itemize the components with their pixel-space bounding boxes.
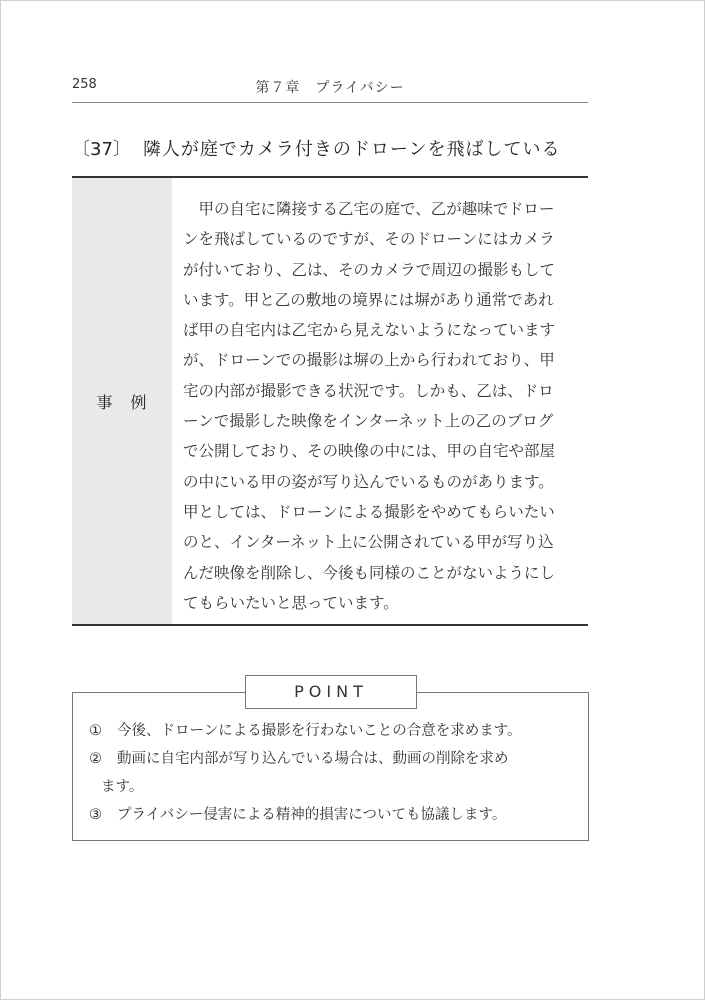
- point-item: [89, 801, 579, 829]
- case-number: 〔37〕: [72, 139, 131, 160]
- case-line: ば甲の自宅内は乙宅から見えないようになっています: [183, 321, 556, 340]
- point-item: [89, 717, 579, 745]
- case-line: が付いており、乙は、そのカメラで周辺の撮影もして: [183, 260, 556, 279]
- point-item: [89, 745, 579, 801]
- item-number: ③: [89, 807, 102, 823]
- case-line: います。甲と乙の敷地の境界には塀があり通常であれ: [183, 290, 554, 309]
- point-text: 動画に自宅内部が写り込んでいる場合は、動画の削除を求め: [117, 751, 509, 767]
- point-text: ます。: [101, 779, 144, 795]
- case-body: [183, 194, 583, 618]
- case-line: んだ映像を削除し、今後も同様のことがないようにし: [183, 563, 556, 582]
- case-box: [72, 176, 588, 626]
- point-text: プライバシー侵害による精神的損害についても協議します。: [117, 807, 507, 823]
- point-list: [89, 717, 579, 829]
- case-line: 甲としては、ドローンによる撮影をやめてもらいたい: [183, 502, 555, 521]
- case-line: てもらいたいと思っています。: [183, 593, 399, 612]
- case-heading: [72, 135, 612, 161]
- page-number: 258: [72, 77, 97, 92]
- case-line: の中にいる甲の姿が写り込んでいるものがあります。: [183, 472, 554, 491]
- chapter-title: 第７章 プライバシー: [255, 80, 405, 96]
- case-line: 甲の自宅に隣接する乙宅の庭で、乙が趣味でドロー: [183, 200, 555, 218]
- point-heading: POINT: [245, 675, 417, 709]
- case-line: が、ドローンでの撮影は塀の上から行われており、甲: [183, 351, 555, 370]
- case-label: 事 例: [96, 393, 148, 412]
- item-number: ①: [89, 723, 102, 739]
- case-label-cell: [72, 178, 172, 624]
- case-line: ーンで撮影した映像をインターネット上の乙のブログ: [183, 412, 554, 431]
- case-line: のと、インターネット上に公開されている甲が写り込: [183, 533, 554, 552]
- case-line: ンを飛ばしているのですが、そのドローンにはカメラ: [183, 230, 555, 249]
- running-header: [72, 75, 588, 99]
- header-rule: [72, 102, 588, 103]
- point-text: 今後、ドローンによる撮影を行わないことの合意を求めます。: [117, 723, 522, 739]
- case-line: で公開しており、その映像の中には、甲の自宅や部屋: [183, 442, 556, 461]
- item-number: ②: [89, 751, 102, 767]
- case-title: 隣人が庭でカメラ付きのドローンを飛ばしている: [142, 139, 561, 160]
- case-line: 宅の内部が撮影できる状況です。しかも、乙は、ドロ: [183, 381, 554, 400]
